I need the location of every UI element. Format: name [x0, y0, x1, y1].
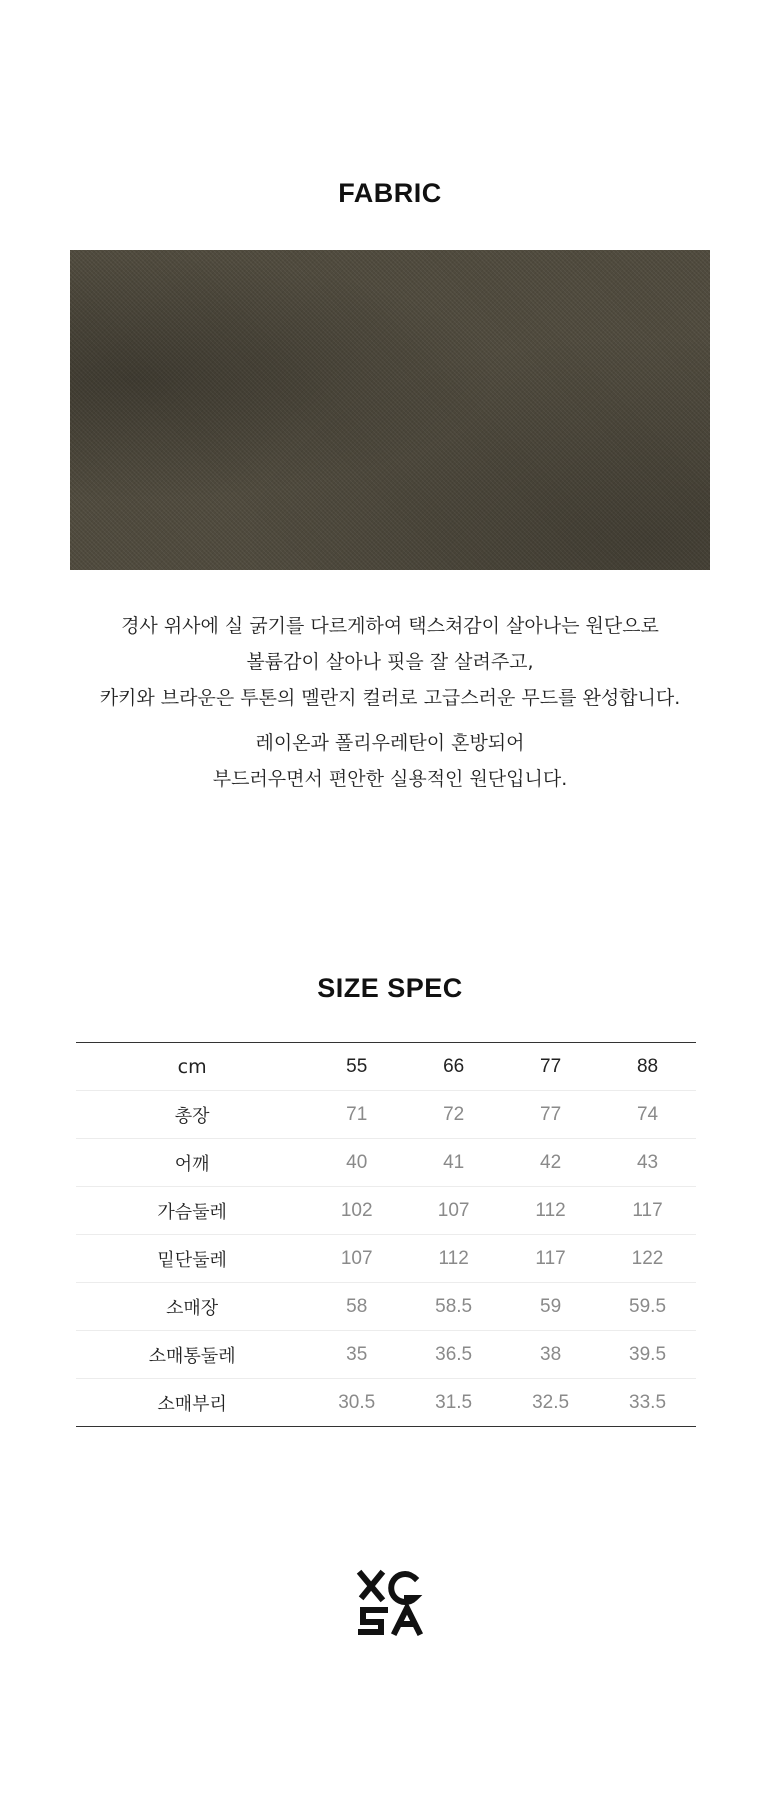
table-row	[76, 1283, 696, 1331]
measurement-value: 74	[599, 1091, 696, 1139]
measurement-value: 112	[405, 1235, 502, 1283]
table-row	[76, 1091, 696, 1139]
measurement-value: 35	[308, 1331, 405, 1379]
fabric-description-paragraph	[0, 608, 780, 716]
table-header-row	[76, 1043, 696, 1091]
measurement-value: 58.5	[405, 1283, 502, 1331]
measurement-value: 102	[308, 1187, 405, 1235]
measurement-value: 40	[308, 1139, 405, 1187]
description-line: 경사 위사에 실 굵기를 다르게하여 택스쳐감이 살아나는 원단으로	[121, 615, 659, 637]
brand-logo-icon	[355, 1568, 425, 1638]
table-row	[76, 1331, 696, 1379]
measurement-label: 밑단둘레	[76, 1235, 308, 1283]
size-header: 77	[502, 1043, 599, 1091]
measurement-value: 59	[502, 1283, 599, 1331]
measurement-value: 42	[502, 1139, 599, 1187]
size-header: 88	[599, 1043, 696, 1091]
measurement-value: 77	[502, 1091, 599, 1139]
measurement-value: 30.5	[338, 1391, 376, 1413]
measurement-value: 112	[502, 1187, 599, 1235]
measurement-value: 71	[308, 1091, 405, 1139]
measurement-label: 총장	[76, 1091, 308, 1139]
measurement-value: 122	[599, 1235, 696, 1283]
measurement-value: 58	[308, 1283, 405, 1331]
measurement-label: 소매장	[76, 1283, 308, 1331]
measurement-value: 107	[405, 1187, 502, 1235]
size-header: 66	[405, 1043, 502, 1091]
measurement-value: 43	[599, 1139, 696, 1187]
fabric-swatch-image	[70, 250, 710, 570]
description-line: 부드러우면서 편안한 실용적인 원단입니다.	[212, 768, 568, 790]
measurement-label: 가슴둘레	[76, 1187, 308, 1235]
table-row	[76, 1379, 696, 1427]
description-line: 볼륨감이 살아나 핏을 잘 살려주고,	[246, 651, 534, 673]
measurement-value: 33.5	[629, 1391, 667, 1413]
measurement-value: 117	[599, 1187, 696, 1235]
measurement-value: 31.5	[435, 1391, 473, 1413]
fabric-composition-paragraph	[0, 725, 780, 797]
fabric-title: FABRIC	[338, 178, 442, 208]
description-line: 카키와 브라운은 투톤의 멜란지 컬러로 고급스러운 무드를 완성합니다.	[99, 687, 681, 709]
measurement-label: 어깨	[76, 1139, 308, 1187]
measurement-label: 소매부리	[157, 1393, 227, 1415]
description-line: 레이온과 폴리우레탄이 혼방되어	[255, 732, 525, 754]
measurement-value: 107	[308, 1235, 405, 1283]
size-spec-table	[76, 1042, 696, 1427]
table-row	[76, 1139, 696, 1187]
measurement-value: 59.5	[599, 1283, 696, 1331]
measurement-label: 소매통둘레	[76, 1331, 308, 1379]
measurement-value: 41	[405, 1139, 502, 1187]
size-header: 55	[308, 1043, 405, 1091]
table-row	[76, 1235, 696, 1283]
measurement-value: 39.5	[599, 1331, 696, 1379]
size-spec-title: SIZE SPEC	[317, 973, 463, 1003]
measurement-value: 117	[502, 1235, 599, 1283]
measurement-value: 72	[405, 1091, 502, 1139]
table-row	[76, 1187, 696, 1235]
measurement-value: 32.5	[532, 1391, 570, 1413]
measurement-value: 38	[502, 1331, 599, 1379]
unit-header: cm	[76, 1043, 308, 1091]
measurement-value: 36.5	[405, 1331, 502, 1379]
